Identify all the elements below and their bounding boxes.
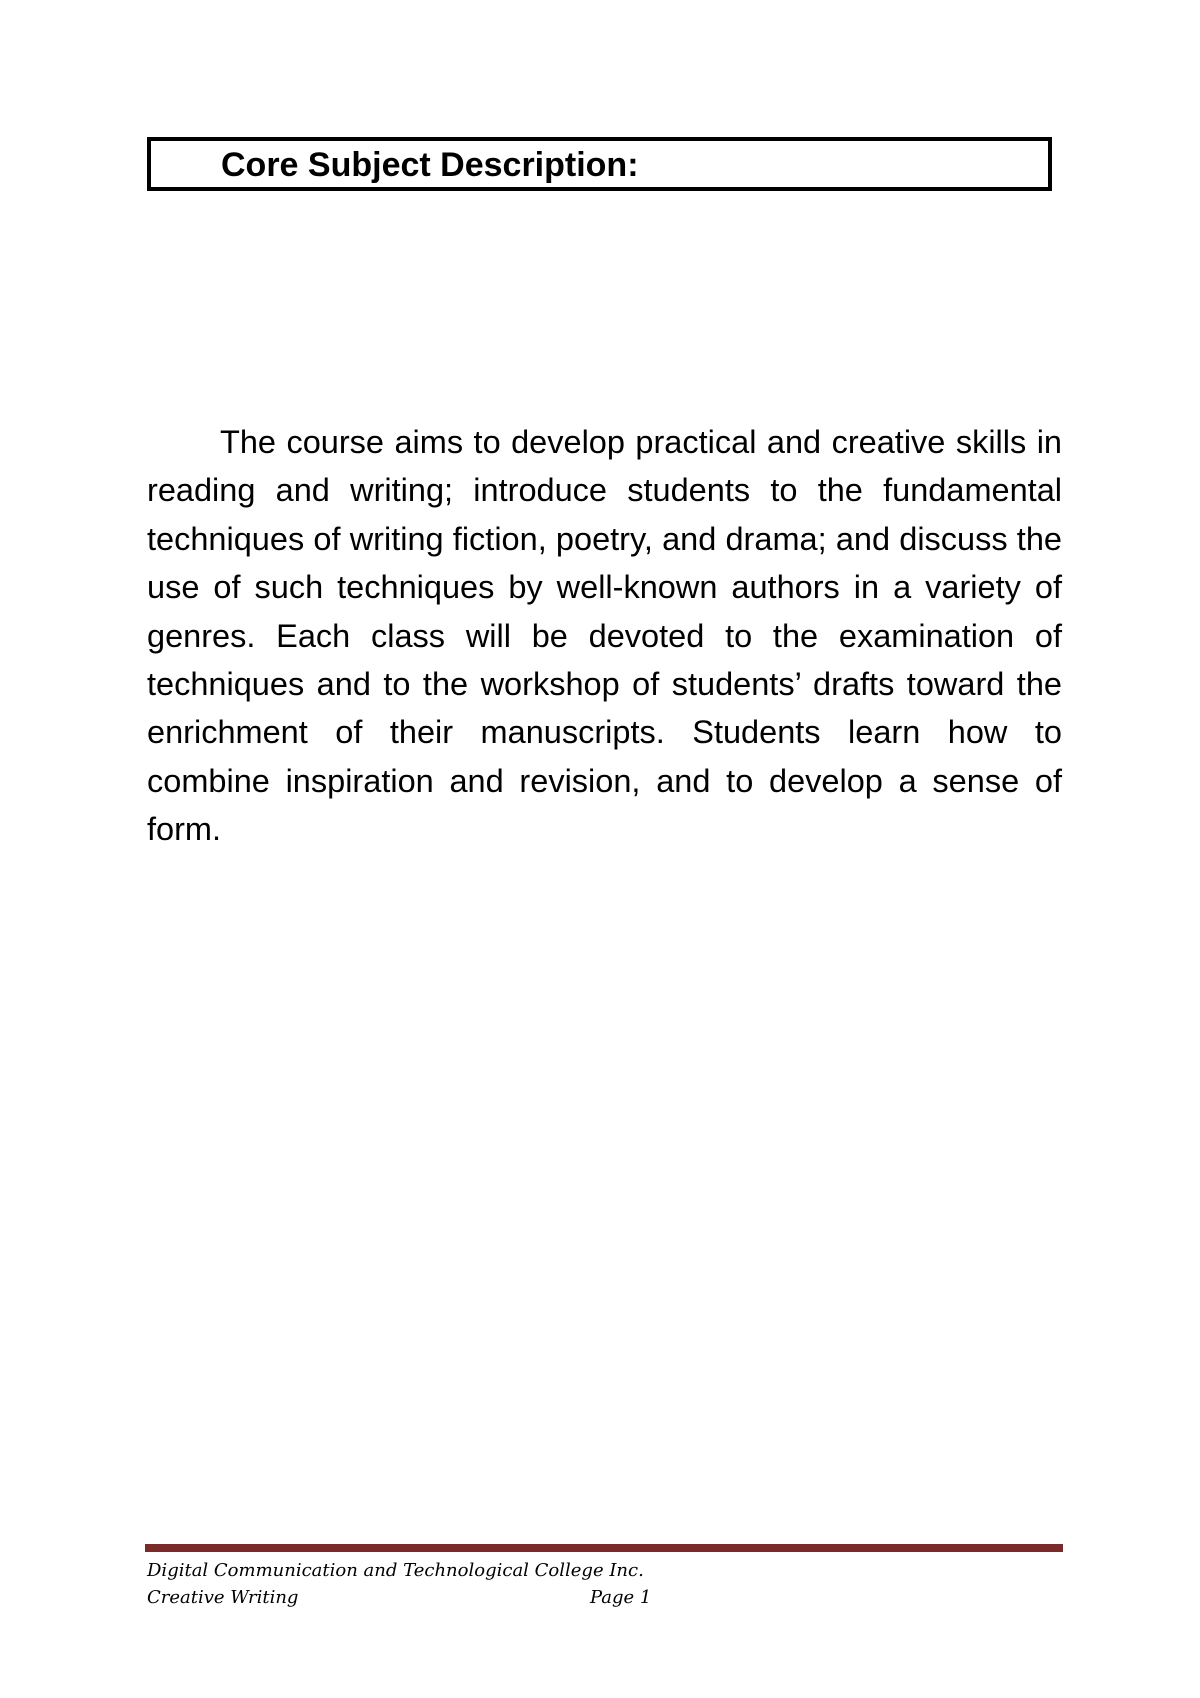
footer-page-number: Page 1: [590, 1587, 652, 1608]
footer-institution: Digital Communication and Technological College Inc.: [147, 1560, 644, 1581]
footer-divider: [145, 1544, 1063, 1552]
footer-course-title: Creative Writing: [147, 1587, 299, 1608]
section-heading: Core Subject Description:: [221, 146, 639, 184]
course-description-paragraph: The course aims to develop practical and creative skills in reading and writing; introduce students to the fundamental techniques of writing fiction, poetry, and drama; and discuss the use of such techniques by well-known authors in a variety of genres. Each class will be devoted to the examination of techniques and to the workshop of students’ drafts toward the enrichment of their manuscripts. Students learn how to combine inspiration and revision, and to develop a sense of form.: [147, 424, 1062, 848]
heading-box: [147, 137, 1052, 191]
